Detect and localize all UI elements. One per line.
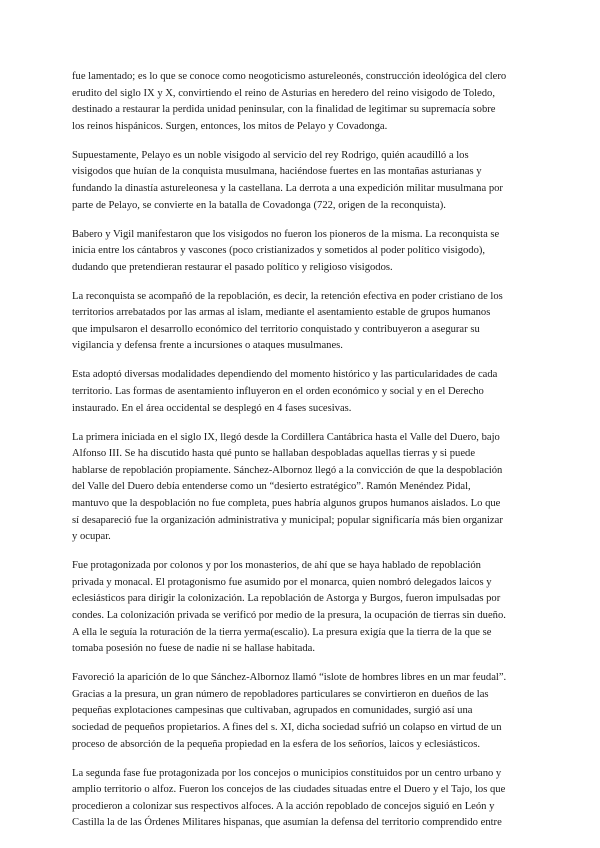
paragraph — [72, 227, 530, 277]
text-line: Castilla la de las Órdenes Militares hispanas, que asumían la defensa del territorio comprendido entre — [72, 817, 502, 829]
text-line: instaurado. En el área occidental se desplegó en 4 fases sucesivas. — [72, 402, 352, 414]
text-line: territorio. Las formas de asentamiento influyeron en el orden económico y social y en el Derecho — [72, 386, 484, 398]
paragraph — [72, 766, 530, 832]
text-line: Gracias a la presura, un gran número de repobladores particulares se convirtieron en dueños de las — [72, 688, 489, 700]
paragraph — [72, 367, 530, 417]
text-line: erudito del siglo IX y X, convirtiendo el reino de Asturias en heredero del reino visigodo de Toledo, — [72, 87, 496, 99]
text-line: La segunda fase fue protagonizada por los concejos o municipios constituidos por un centro urbano y — [72, 767, 502, 779]
paragraph — [72, 558, 530, 658]
text-line: Esta adoptó diversas modalidades dependiendo del momento histórico y las particularidades de cada — [72, 369, 498, 381]
text-line: A ella le seguía la roturación de la tierra yerma(escalio). La presura exigía que la tierra de la que se — [72, 626, 492, 638]
text-line: vigilancia y defensa frente a incursiones o ataques musulmanes. — [72, 340, 343, 352]
text-line: que impulsaron el desarrollo económico del territorio conquistado y contribuyeron a asegurar su — [72, 323, 480, 335]
paragraph — [72, 670, 530, 753]
text-line: sociedad de pequeños propietarios. A fines del s. XI, dicha sociedad sufrió un colapso en virtud de un — [72, 721, 502, 733]
text-line: tomaba posesión no fuese de nadie ni se hallase habitada. — [72, 643, 315, 655]
text-line: proceso de absorción de la pequeña propiedad en la esfera de los señoríos, laicos y eclesiásticos. — [72, 738, 481, 750]
text-line: fundando la dinastía astureleonesa y la castellana. La derrota a una expedición militar musulmana por — [72, 182, 503, 194]
text-line: hablarse de repoblación propiamente. Sánchez-Albornoz llegó a la convicción de que la despoblación — [72, 464, 503, 476]
text-line: fue lamentado; es lo que se conoce como neogoticismo astureleonés, construcción ideológica del clero — [72, 71, 507, 82]
text-line: dudando que pretendieran restaurar el pasado político y religioso visigodos. — [72, 261, 393, 273]
text-line: Supuestamente, Pelayo es un noble visigodo al servicio del rey Rodrigo, quién acaudilló a los — [72, 149, 469, 161]
paragraph — [72, 289, 530, 355]
text-line: Fue protagonizada por colonos y por los monasterios, de ahí que se haya hablado de repoblación — [72, 560, 481, 572]
text-line: Babero y Vigil manifestaron que los visigodos no fueron los pioneros de la misma. La reconquista se — [72, 228, 500, 240]
text-line: privada y monacal. El protagonismo fue asumido por el monarca, quien nombró delegados laicos y — [72, 576, 492, 588]
text-line: La primera iniciada en el siglo IX, llegó desde la Cordillera Cantábrica hasta el Valle del Duero, bajo — [72, 431, 500, 443]
text-line: del Valle del Duero debía entenderse como un “desierto estratégico”. Ramón Menéndez Pidal, — [72, 481, 471, 493]
text-line: parte de Pelayo, se convierte en la batalla de Covadonga (722, origen de la reconquista). — [72, 199, 446, 211]
text-line: territorios arrebatados por las armas al islam, mediante el asentamiento estable de grupos humanos — [72, 307, 491, 319]
text-line: mantuvo que la despoblación no fue completa, pues habría algunos grupos humanos aislados. Lo que — [72, 498, 501, 510]
text-line: condes. La colonización privada se verificó por medio de la presura, la ocupación de tierras sin dueño. — [72, 609, 506, 621]
text-line: pequeñas explotaciones campesinas que cultivaban, agrupados en comunidades, surgió así una — [72, 705, 473, 717]
paragraph — [72, 430, 530, 546]
text-line: amplio territorio o alfoz. Fueron los concejos de las ciudades situadas entre el Duero y el Tajo, los que — [72, 784, 506, 796]
text-line: La reconquista se acompañó de la repoblación, es decir, la retención efectiva en poder cristiano de los — [72, 290, 503, 302]
text-line: eclesiásticos para dirigir la colonización. La repoblación de Astorga y Burgos, fueron impulsadas por — [72, 593, 501, 605]
text-line: Alfonso III. Se ha discutido hasta qué punto se hallaban despobladas aquellas tierras y si puede — [72, 448, 476, 460]
text-line: los reinos hispánicos. Surgen, entonces, los mitos de Pelayo y Covadonga. — [72, 120, 388, 132]
text-line: Favoreció la aparición de lo que Sánchez-Albornoz llamó “islote de hombres libres en un mar feudal”. — [72, 672, 507, 684]
text-line: y ocupar. — [72, 531, 111, 543]
text-line: inicia entre los cántabros y vascones (poco cristianizados y sometidos al poder político visigodo), — [72, 245, 486, 257]
text-line: sí desapareció fue la organización administrativa y municipal; popular significaría más bien organizar — [72, 514, 503, 526]
document-body — [72, 69, 530, 844]
paragraph — [72, 69, 530, 135]
text-line: destinado a restaurar la perdida unidad peninsular, con la finalidad de legitimar su supremacía sobre — [72, 104, 496, 116]
paragraph — [72, 148, 530, 214]
text-line: visigodos que huían de la conquista musulmana, haciéndose fuertes en las montañas asturianas y — [72, 166, 482, 178]
text-line: procedieron a colonizar sus respectivos alfoces. A la acción repoblado de concejos siguió en León y — [72, 800, 495, 812]
